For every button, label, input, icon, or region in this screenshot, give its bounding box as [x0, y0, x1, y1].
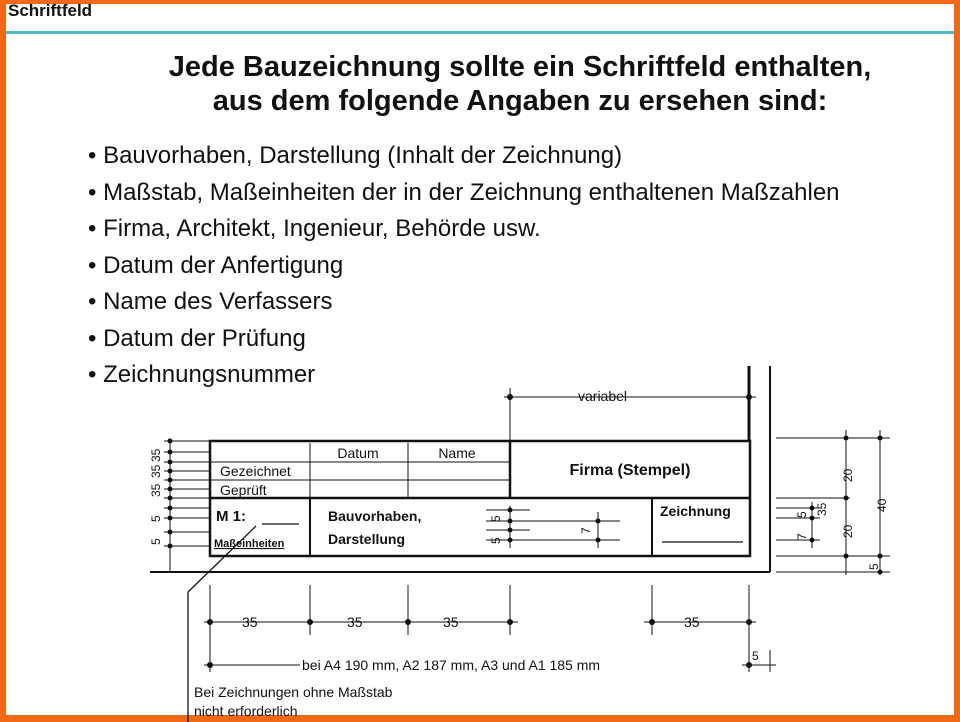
- dim-7-vertical: 7: [579, 527, 593, 534]
- dim-5-vertical: 5: [149, 538, 163, 545]
- header-datum: Datum: [337, 445, 379, 461]
- variable-dimension-label: variabel: [578, 388, 628, 404]
- bullet-item: • Datum der Anfertigung: [88, 248, 840, 285]
- dim-5-vertical: 5: [149, 515, 163, 522]
- dim-35-vertical: 35: [149, 448, 163, 462]
- dim-5-vertical: 5: [867, 563, 881, 570]
- drawing-label: Zeichnung: [660, 503, 731, 519]
- section-label: Schriftfeld: [8, 1, 93, 20]
- scale-label: M 1:: [216, 508, 246, 525]
- firma-label: Firma (Stempel): [569, 462, 691, 479]
- bullet-item: • Maßstab, Maßeinheiten der in der Zeichnung enthaltenen Maßzahlen: [88, 175, 840, 212]
- dim-5-vertical: 5: [795, 511, 809, 518]
- dim-40-vertical: 40: [875, 498, 889, 512]
- dim-35: 35: [684, 614, 700, 630]
- dim-5-vertical: 5: [489, 515, 503, 522]
- project-line-2: Darstellung: [328, 531, 406, 547]
- dim-35: 35: [347, 614, 363, 630]
- dim-7-vertical: 7: [795, 533, 809, 540]
- title-line-2: aus dem folgende Angaben zu ersehen sind:: [212, 85, 828, 117]
- dim-5-vertical: 5: [489, 537, 503, 544]
- bullet-item: • Firma, Architekt, Ingenieur, Behörde usw.: [88, 211, 840, 248]
- dim-35: 35: [443, 614, 459, 630]
- bullet-item: • Name des Verfassers: [88, 284, 840, 321]
- dim-35-vertical: 35: [149, 464, 163, 478]
- dim-35-vertical: 35: [815, 502, 829, 516]
- row-geprueft: Geprüft: [220, 482, 267, 498]
- title-line-1: Jede Bauzeichnung sollte ein Schriftfeld enthalten,: [168, 51, 872, 83]
- bullet-item: • Bauvorhaben, Darstellung (Inhalt der Zeichnung): [88, 138, 840, 175]
- header-name: Name: [438, 445, 476, 461]
- dim-5: 5: [752, 649, 759, 663]
- row-gezeichnet: Gezeichnet: [220, 463, 291, 479]
- units-label: Maßeinheiten: [214, 538, 285, 550]
- dim-20-vertical: 20: [841, 524, 855, 538]
- bullet-item: • Zeichnungsnummer: [88, 357, 840, 394]
- note-line-2: nicht erforderlich: [194, 703, 298, 719]
- dim-35: 35: [242, 614, 258, 630]
- bullet-item: • Datum der Prüfung: [88, 321, 840, 358]
- dimension-dots: [168, 394, 883, 668]
- dim-20-vertical: 20: [841, 468, 855, 482]
- project-line-1: Bauvorhaben,: [328, 508, 422, 524]
- paper-size-note: bei A4 190 mm, A2 187 mm, A3 und A1 185 mm: [302, 657, 601, 673]
- note-line-1: Bei Zeichnungen ohne Maßstab: [194, 684, 393, 700]
- dim-35-vertical: 35: [149, 483, 163, 497]
